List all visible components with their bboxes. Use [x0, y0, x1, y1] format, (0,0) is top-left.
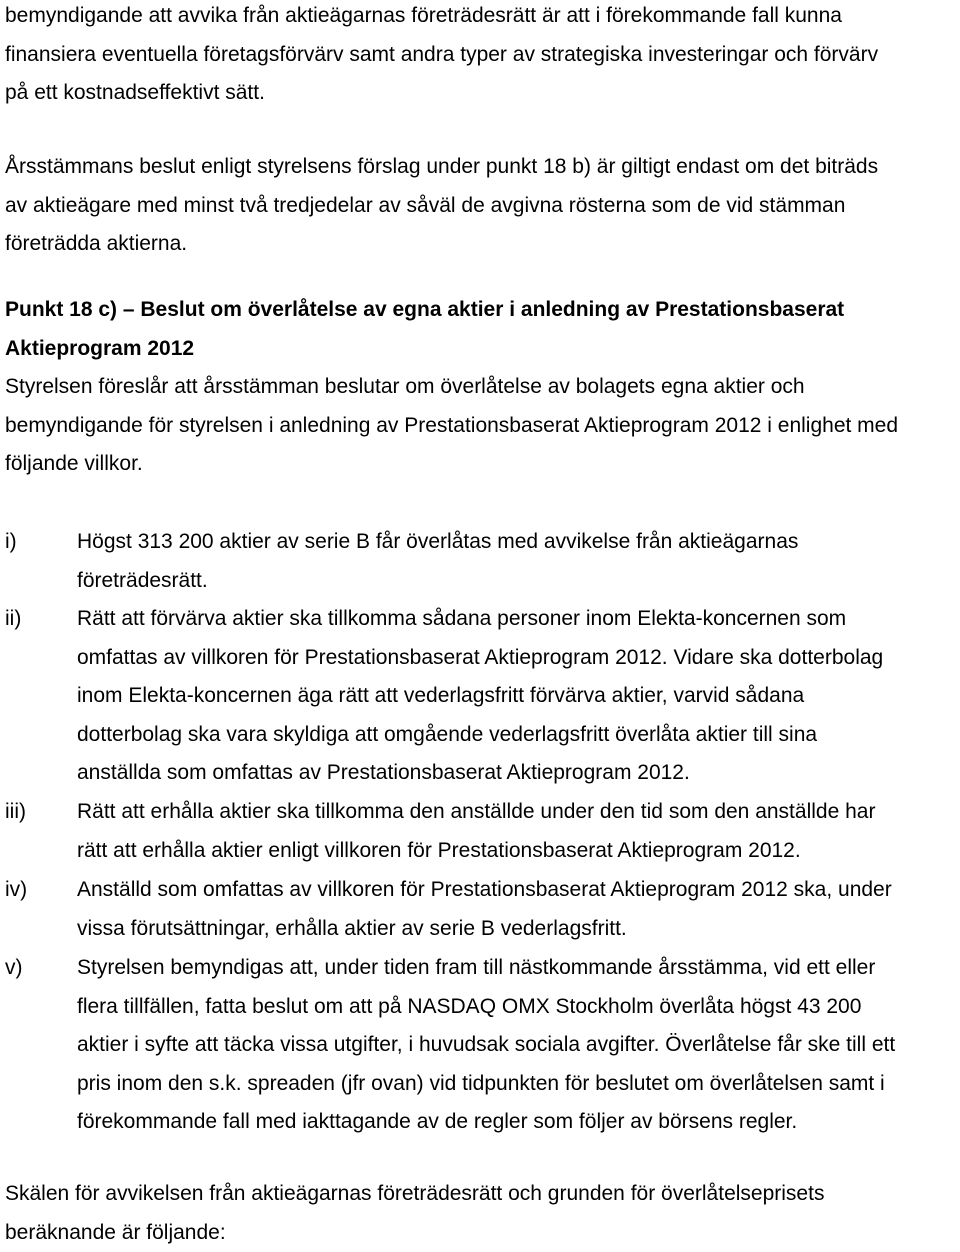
condition-number: iii): [5, 793, 65, 832]
condition-text: [77, 523, 798, 600]
paragraph-line: Styrelsen föreslår att årsstämman beslutar om överlåtelse av bolagets egna aktier och: [5, 368, 957, 407]
condition-line: företrädesrätt.: [77, 562, 798, 601]
condition-line: inom Elekta-koncernen äga rätt att vederlagsfritt förvärva aktier, varvid sådana: [77, 677, 883, 716]
section-heading: [5, 291, 957, 368]
paragraph-line: företrädda aktierna.: [5, 225, 957, 264]
condition-line: dotterbolag ska vara skyldiga att omgående vederlagsfritt överlåta aktier till sina: [77, 716, 883, 755]
condition-text: [77, 949, 895, 1142]
condition-number: ii): [5, 600, 65, 639]
condition-line: rätt att erhålla aktier enligt villkoren för Prestationsbaserat Aktieprogram 2012.: [77, 832, 875, 871]
paragraph-line: bemyndigande att avvika från aktieägarnas företrädesrätt är att i förekommande fall kunna: [5, 0, 957, 36]
paragraph-line: beräknande är följande:: [5, 1214, 957, 1252]
condition-line: Rätt att förvärva aktier ska tillkomma sådana personer inom Elekta-koncernen som: [77, 600, 883, 639]
condition-line: omfattas av villkoren för Prestationsbaserat Aktieprogram 2012. Vidare ska dotterbolag: [77, 639, 883, 678]
condition-line: aktier i syfte att täcka vissa utgifter, i huvudsak sociala avgifter. Överlåtelse får ske till ett: [77, 1026, 895, 1065]
condition-number: i): [5, 523, 65, 562]
condition-line: pris inom den s.k. spreaden (jfr ovan) vid tidpunkten för beslutet om överlåtelsen samt i: [77, 1065, 895, 1104]
condition-line: flera tillfällen, fatta beslut om att på NASDAQ OMX Stockholm överlåta högst 43 200: [77, 988, 895, 1027]
paragraph-majority-requirement: [5, 148, 957, 264]
paragraph-line: Skälen för avvikelsen från aktieägarnas företrädesrätt och grunden för överlåtelseprisets: [5, 1175, 957, 1214]
heading-line: Aktieprogram 2012: [5, 330, 957, 369]
heading-line: Punkt 18 c) – Beslut om överlåtelse av egna aktier i anledning av Prestationsbaserat: [5, 291, 957, 330]
condition-line: vissa förutsättningar, erhålla aktier av serie B vederlagsfritt.: [77, 910, 892, 949]
condition-line: förekommande fall med iakttagande av de regler som följer av börsens regler.: [77, 1103, 895, 1142]
condition-line: Rätt att erhålla aktier ska tillkomma den anställde under den tid som den anställde har: [77, 793, 875, 832]
paragraph-line: på ett kostnadseffektivt sätt.: [5, 74, 957, 113]
paragraph-line: Årsstämmans beslut enligt styrelsens förslag under punkt 18 b) är giltigt endast om det biträds: [5, 148, 957, 187]
paragraph-intro: [5, 0, 957, 113]
condition-line: Högst 313 200 aktier av serie B får överlåtas med avvikelse från aktieägarnas: [77, 523, 798, 562]
paragraph-line: följande villkor.: [5, 445, 957, 484]
condition-number: iv): [5, 871, 65, 910]
condition-line: Styrelsen bemyndigas att, under tiden fram till nästkommande årsstämma, vid ett eller: [77, 949, 895, 988]
condition-text: [77, 871, 892, 948]
paragraph-line: av aktieägare med minst två tredjedelar av såväl de avgivna rösterna som de vid stämman: [5, 187, 957, 226]
paragraph-line: finansiera eventuella företagsförvärv samt andra typer av strategiska investeringar och förvärv: [5, 36, 957, 75]
paragraph-proposal: [5, 368, 957, 484]
condition-text: [77, 793, 875, 870]
condition-line: Anställd som omfattas av villkoren för Prestationsbaserat Aktieprogram 2012 ska, under: [77, 871, 892, 910]
condition-line: anställda som omfattas av Prestationsbaserat Aktieprogram 2012.: [77, 754, 883, 793]
paragraph-grounds: [5, 1175, 957, 1252]
condition-number: v): [5, 949, 65, 988]
paragraph-line: bemyndigande för styrelsen i anledning av Prestationsbaserat Aktieprogram 2012 i enlighet med: [5, 407, 957, 446]
condition-text: [77, 600, 883, 793]
